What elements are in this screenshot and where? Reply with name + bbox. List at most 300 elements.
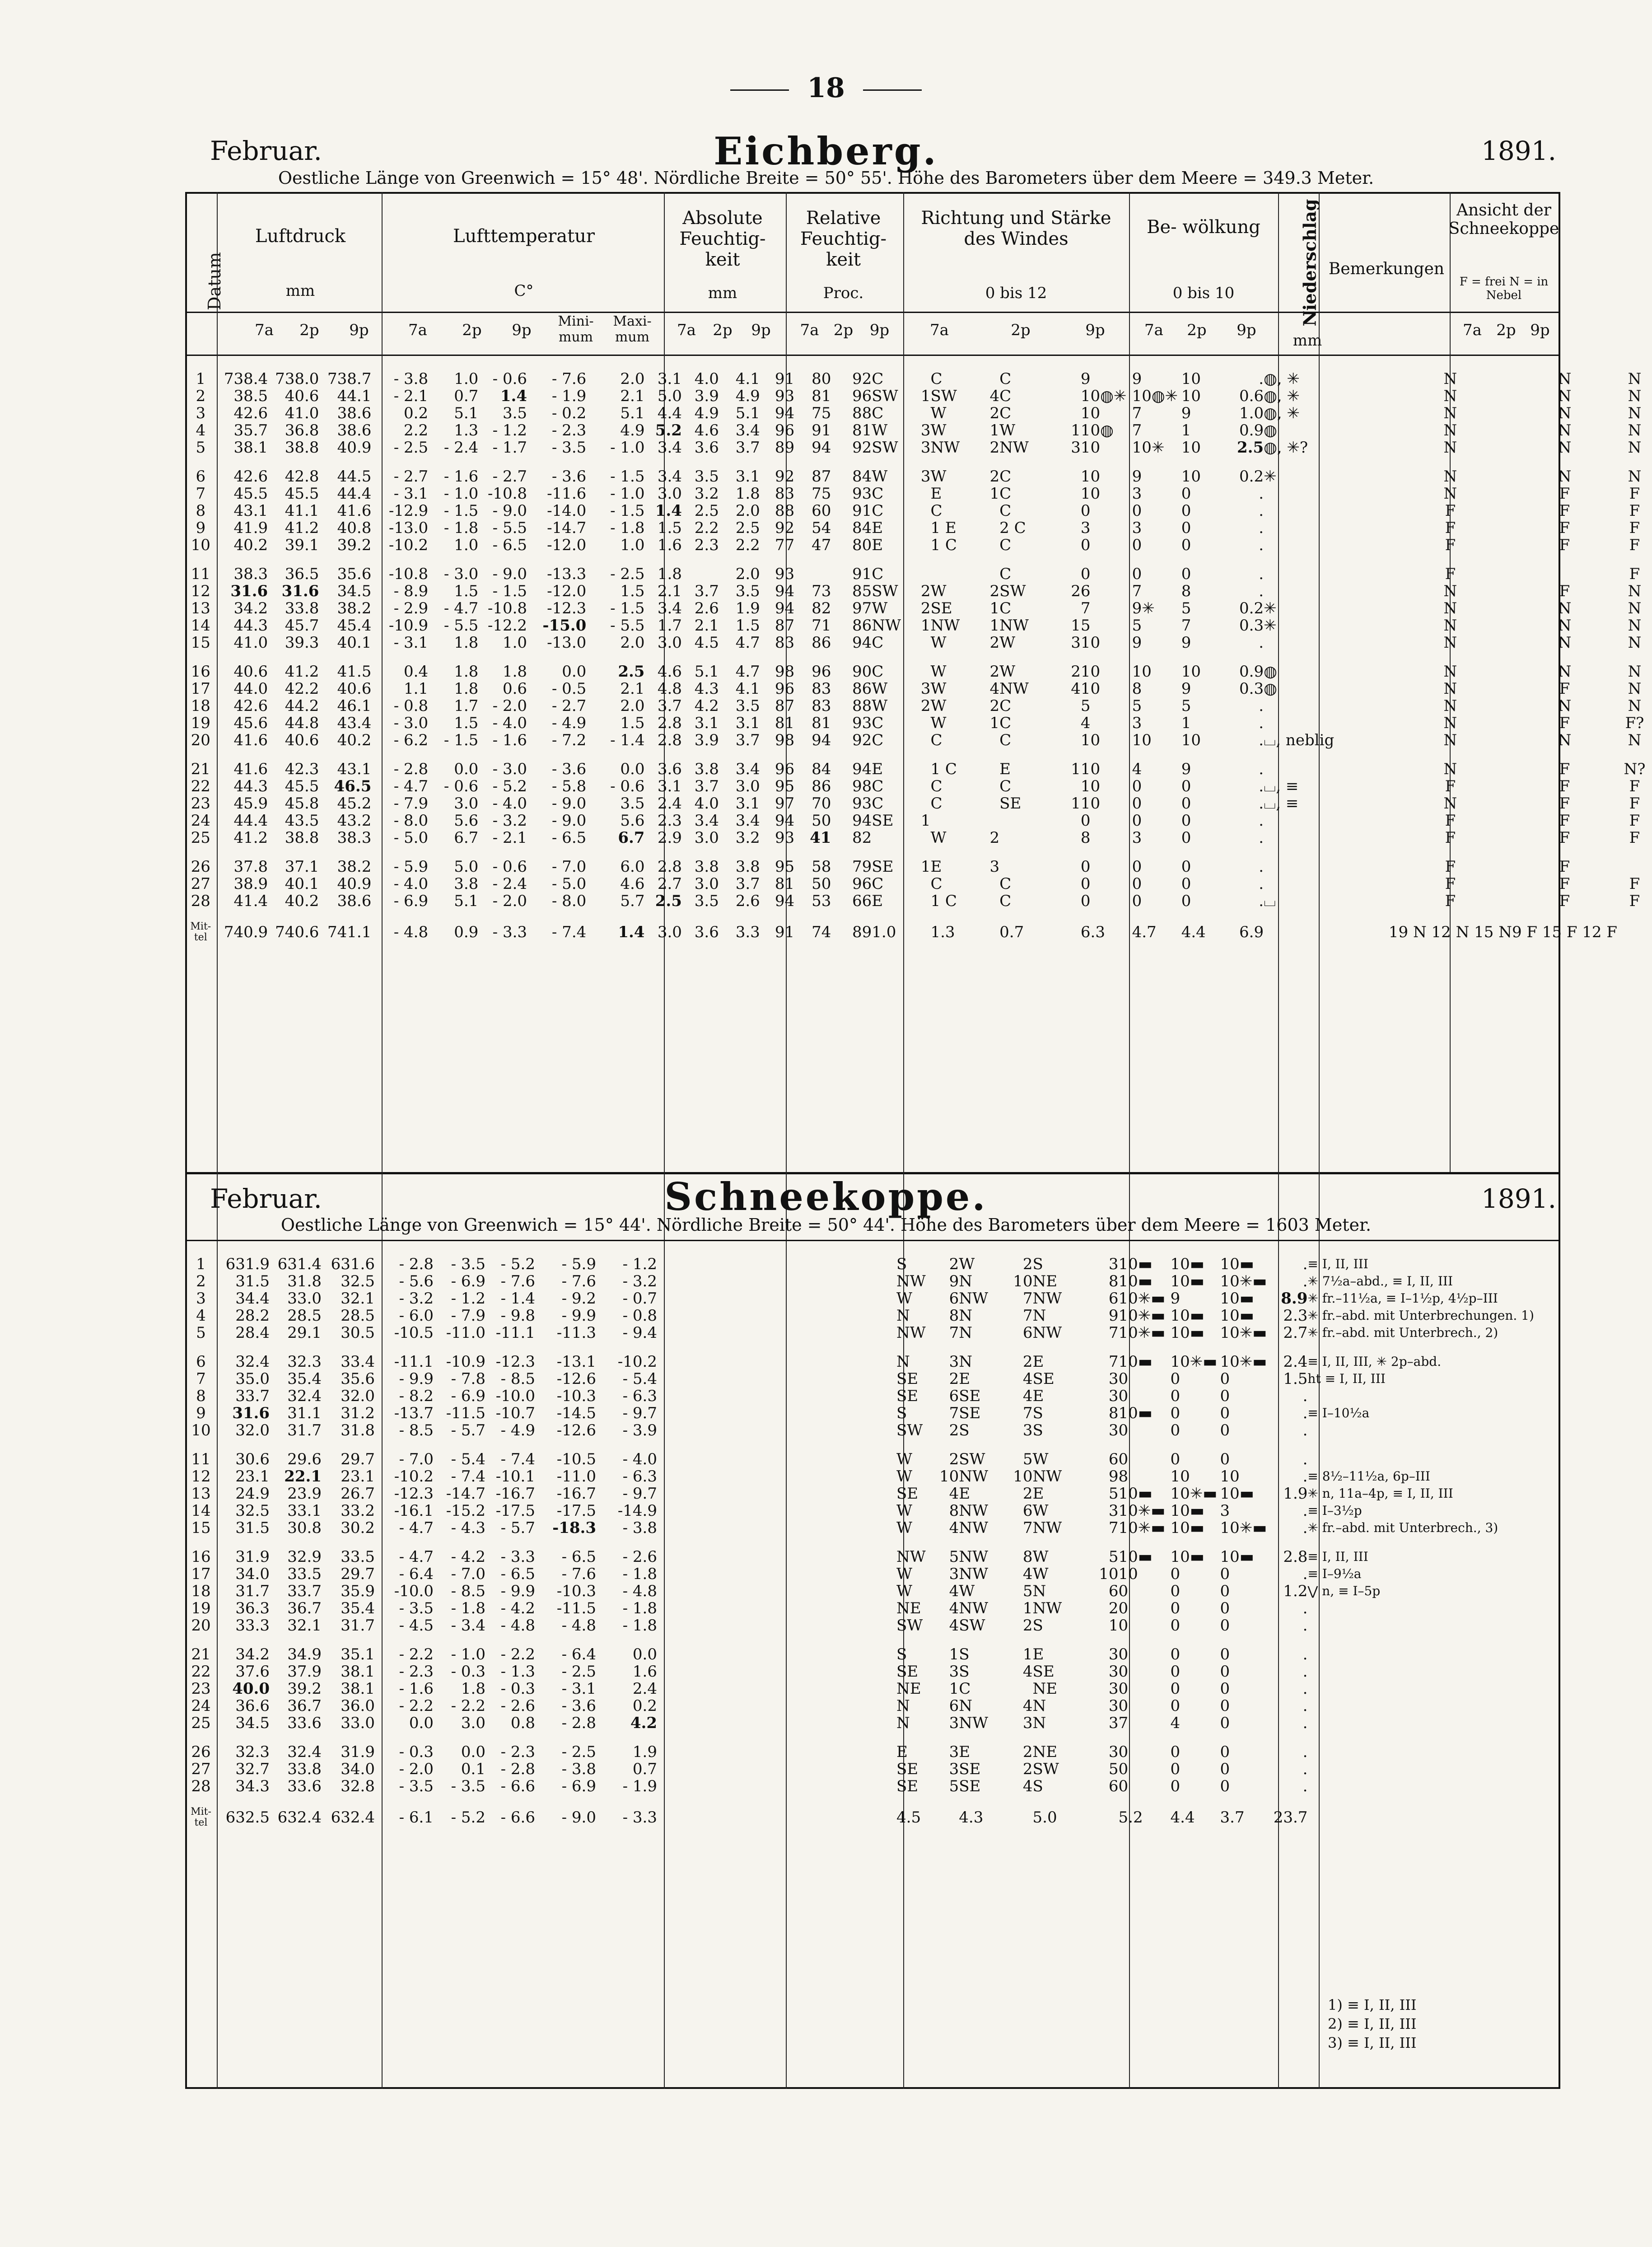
eichberg-cell-tmax: 2.0 — [620, 697, 645, 715]
eichberg-cell-datum: 25 — [191, 829, 210, 847]
schneekoppe-cell-b7: 10▬ — [1118, 1548, 1153, 1566]
eichberg-cell-s2: 1 — [989, 485, 1000, 503]
eichberg-cell-p7: 41.6 — [233, 731, 268, 749]
table-row — [187, 1370, 1542, 1387]
eichberg-cell-b9: 10 — [1181, 439, 1201, 457]
eichberg-cell-t7: -10.8 — [388, 565, 429, 583]
eichberg-cell-w7: C — [872, 777, 884, 795]
eichberg-cell-t2: - 1.8 — [443, 519, 479, 537]
schneekoppe-cell-datum: 23 — [191, 1680, 211, 1698]
eichberg-cell-datum: 10 — [191, 536, 210, 554]
eichberg-cell-b9: 0 — [1181, 812, 1191, 830]
schneekoppe-cell-tmin: - 5.9 — [561, 1255, 596, 1273]
eichberg-cell-s2: F — [1559, 829, 1570, 847]
eichberg-cell-b2: 9 — [1132, 634, 1142, 652]
eichberg-cell-bemerk: ◍, ✳ — [1264, 404, 1300, 422]
schneekoppe-cell-tmax: -10.2 — [617, 1353, 657, 1371]
schneekoppe-cell-t7: - 7.0 — [399, 1450, 434, 1468]
schneekoppe-cell-w2: N — [959, 1324, 973, 1342]
schneekoppe-cell-bemerk: ✳ fr.–abd. mit Unterbrechungen. 1) — [1307, 1308, 1534, 1323]
eichberg-cell-r2: 81 — [812, 387, 831, 405]
eichberg-cell-r9: 91 — [852, 502, 872, 520]
eichberg-cell-tmin: - 2.3 — [551, 421, 587, 439]
schneekoppe-cell-w7: N — [896, 1307, 910, 1325]
eichberg-cell-r2: 54 — [812, 519, 831, 537]
header-datum: Datum — [205, 252, 224, 310]
schneekoppe-cell-t7: -13.7 — [394, 1404, 434, 1422]
eichberg-cell-p7: 45.5 — [233, 485, 268, 503]
table-row — [187, 1778, 1542, 1795]
eichberg-cell-a9: 3.8 — [735, 858, 760, 876]
schneekoppe-cell-b2: 4.4 — [1170, 1808, 1195, 1827]
schneekoppe-cell-t7: - 8.2 — [399, 1387, 434, 1405]
eichberg-cell-s9 — [1055, 921, 1081, 943]
eichberg-cell-t9: - 3.3 — [492, 923, 527, 941]
eichberg-cell-r2: 80 — [812, 370, 831, 388]
header-niederschlag-unit: mm — [1293, 332, 1322, 350]
table-row — [187, 812, 1652, 829]
schneekoppe-cell-w7: S — [896, 1255, 907, 1273]
row-gap-cell — [187, 749, 1652, 761]
schneekoppe-cell-p7: 36.6 — [235, 1697, 270, 1715]
schneekoppe-cell-p2: 33.0 — [287, 1289, 322, 1308]
table-row — [187, 405, 1652, 422]
eichberg-cell-p9: 46.5 — [334, 777, 372, 795]
eichberg-cell-s7: F — [1445, 829, 1456, 847]
eichberg-cell-tmax: 2.1 — [620, 387, 645, 405]
eichberg-cell-p2: 38.8 — [285, 439, 319, 457]
eichberg-cell-b9: 0 — [1181, 858, 1191, 876]
schneekoppe-cell-w9: NE — [1032, 1743, 1058, 1761]
schneekoppe-cell-datum: 6 — [196, 1353, 206, 1371]
table-row — [187, 1353, 1542, 1370]
hdr-9p-a: 9p — [751, 321, 771, 339]
eichberg-cell-b2: 3 — [1132, 485, 1142, 503]
eichberg-cell-bemerk: ◍ — [1264, 421, 1277, 439]
schneekoppe-cell-tmin: -10.3 — [556, 1582, 596, 1600]
eichberg-cell-datum: 1 — [196, 370, 206, 388]
eichberg-cell-p9: 44.1 — [337, 387, 372, 405]
eichberg-cell-s2: 2 — [989, 439, 1000, 457]
schneekoppe-cell-b2: 0 — [1170, 1387, 1181, 1405]
eichberg-cell-a9: 2.2 — [735, 536, 760, 554]
eichberg-cell-w7: SE — [872, 812, 894, 830]
eichberg-cell-w7: SW — [872, 439, 898, 457]
eichberg-cell-t9: - 2.0 — [492, 697, 527, 715]
schneekoppe-cell-datum: 4 — [196, 1307, 206, 1325]
eichberg-cell-b2: 10✳ — [1132, 439, 1165, 457]
schneekoppe-cell-b9: 0 — [1220, 1565, 1230, 1583]
eichberg-cell-s7 — [913, 921, 930, 943]
eichberg-cell-p7: 41.4 — [233, 892, 268, 910]
schneekoppe-cell-s7: 3 — [949, 1565, 959, 1583]
eichberg-cell-bemerk — [1264, 829, 1389, 846]
schneekoppe-cell-b2: 0 — [1170, 1565, 1181, 1583]
eichberg-cell-a9: 4.9 — [735, 387, 760, 405]
eichberg-cell-w7: C — [872, 634, 884, 652]
schneekoppe-cell-b2: 10▬ — [1170, 1307, 1204, 1325]
eichberg-cell-r2: 41 — [810, 829, 831, 847]
eichberg-cell-w7: SW — [872, 387, 898, 405]
eichberg-cell-nied: 0.2 — [1239, 467, 1264, 486]
schneekoppe-cell-w9: N — [1032, 1714, 1046, 1732]
eichberg-cell-s2: N — [1558, 731, 1572, 749]
eichberg-cell-s9: 2 — [1071, 663, 1081, 681]
eichberg-cell-b2: 4.7 — [1132, 923, 1157, 941]
eichberg-cell-s7 — [913, 778, 930, 795]
eichberg-cell-datum: 2 — [196, 387, 206, 405]
eichberg-cell-b9: 10 — [1181, 370, 1201, 388]
schneekoppe-cell-p2: 31.1 — [287, 1404, 322, 1422]
schneekoppe-cell-s2: 7 — [1022, 1519, 1033, 1537]
schneekoppe-cell-bemerk — [1307, 1663, 1542, 1680]
eichberg-cell-tmin: - 1.9 — [551, 387, 587, 405]
table-row — [187, 795, 1652, 812]
eichberg-cell-t7: - 2.9 — [393, 599, 429, 617]
eichberg-cell-tmax: 6.0 — [620, 858, 645, 876]
eichberg-cell-w9: C — [999, 892, 1012, 910]
schneekoppe-cell-tmin: - 9.2 — [561, 1289, 596, 1308]
eichberg-cell-r2: 71 — [812, 617, 831, 635]
table-row — [187, 697, 1652, 715]
eichberg-cell-datum: Mit- tel — [190, 921, 211, 943]
schneekoppe-cell-blank1 — [657, 1422, 896, 1439]
table-row — [187, 1273, 1542, 1290]
eichberg-cell-t7: - 5.9 — [393, 858, 429, 876]
schneekoppe-cell-nied: . — [1302, 1255, 1308, 1273]
eichberg-cell-r7: 87 — [775, 617, 795, 635]
schneekoppe-cell-b2: 0 — [1170, 1760, 1181, 1778]
schneekoppe-cell-b2: 0 — [1170, 1645, 1181, 1663]
schneekoppe-cell-p9: 32.0 — [341, 1387, 375, 1405]
eichberg-cell-s2 — [982, 812, 999, 829]
schneekoppe-cell-w7: W — [896, 1582, 912, 1600]
eichberg-cell-t7: - 3.8 — [393, 370, 429, 388]
row-gap-cell — [187, 910, 1652, 921]
schneekoppe-cell-p7: 23.1 — [235, 1467, 270, 1486]
eichberg-cell-r7: 96 — [775, 680, 795, 698]
schneekoppe-cell-blank1 — [657, 1273, 896, 1290]
schneekoppe-cell-b2: 10▬ — [1170, 1519, 1204, 1537]
eichberg-cell-b7: 10 — [1080, 731, 1101, 749]
hdr-7a-t: 7a — [408, 321, 427, 339]
eichberg-cell-p2: 45.7 — [285, 617, 319, 635]
schneekoppe-cell-p2: 33.8 — [287, 1760, 322, 1778]
eichberg-cell-p9: 38.3 — [337, 829, 372, 847]
schneekoppe-cell-datum: 24 — [191, 1697, 211, 1715]
schneekoppe-cell-blank1 — [657, 1646, 896, 1663]
eichberg-cell-bemerk: ✳ — [1264, 467, 1277, 486]
schneekoppe-cell-tmax: 0.7 — [632, 1760, 657, 1778]
schneekoppe-cell-b7: 5.2 — [1118, 1808, 1143, 1827]
eichberg-cell-b2: 0 — [1132, 812, 1142, 830]
eichberg-cell-r7: 93 — [775, 829, 795, 847]
schneekoppe-cell-bemerk: ≡ I, II, III — [1307, 1257, 1368, 1271]
schneekoppe-cell-t7: - 6.1 — [399, 1808, 434, 1827]
schneekoppe-cell-s7: 7 — [949, 1324, 959, 1342]
eichberg-cell-t7: - 6.9 — [393, 892, 429, 910]
schneekoppe-cell-t2: 3.0 — [461, 1714, 485, 1732]
schneekoppe-cell-tmax: 1.6 — [632, 1663, 657, 1681]
eichberg-cell-s7: 2 — [920, 582, 931, 600]
eichberg-cell-w9: 2 C — [999, 519, 1026, 537]
table-row — [187, 468, 1652, 485]
schneekoppe-cell-b2: 0 — [1170, 1697, 1181, 1715]
eichberg-cell-t9: - 9.0 — [492, 565, 527, 583]
schneekoppe-cell-w9: E — [1032, 1353, 1044, 1371]
eichberg-cell-t2: 1.5 — [454, 582, 479, 600]
schneekoppe-cell-s7: 2 — [949, 1421, 959, 1439]
schneekoppe-cell-tmin: - 4.8 — [561, 1616, 596, 1635]
schneekoppe-cell-tmin: -10.5 — [556, 1450, 596, 1468]
eichberg-cell-r2 — [794, 565, 831, 583]
eichberg-cell-tmax: - 1.5 — [610, 467, 645, 486]
schneekoppe-cell-blank1 — [657, 1324, 896, 1341]
eichberg-cell-tmin: -14.0 — [547, 502, 587, 520]
schneekoppe-cell-blank1 — [657, 1583, 896, 1600]
schneekoppe-cell-s7: 6 — [949, 1697, 959, 1715]
eichberg-cell-s9: N — [1628, 467, 1642, 486]
eichberg-cell-nied: 1.0 — [1239, 404, 1264, 422]
eichberg-cell-a7: 2.8 — [657, 714, 682, 732]
eichberg-cell-r9: 85 — [852, 582, 872, 600]
row-gap — [187, 1341, 1542, 1353]
eichberg-cell-s9: 4 — [1071, 680, 1081, 698]
eichberg-cell-tmin: - 9.0 — [551, 812, 587, 830]
schneekoppe-cell-s2: 10 — [1013, 1272, 1033, 1290]
schneekoppe-cell-b9: 10▬ — [1220, 1307, 1254, 1325]
schneekoppe-cell-blank1 — [657, 1807, 896, 1828]
schneekoppe-cell-b2: 10✳▬ — [1170, 1485, 1218, 1503]
schneekoppe-cell-tmin: - 9.0 — [561, 1808, 596, 1827]
schneekoppe-cell-s7: 6 — [949, 1387, 959, 1405]
schneekoppe-cell-w2: NW — [959, 1502, 988, 1520]
schneekoppe-cell-p7: 34.2 — [235, 1645, 270, 1663]
schneekoppe-cell-tmin: - 3.8 — [561, 1760, 596, 1778]
eichberg-cell-tmax: 2.5 — [618, 663, 645, 681]
eichberg-cell-s7 — [913, 663, 930, 680]
eichberg-cell-b2: 5 — [1132, 617, 1142, 635]
schneekoppe-cell-b2: 9 — [1170, 1289, 1181, 1308]
eichberg-cell-tmax: 4.6 — [620, 875, 645, 893]
schneekoppe-cell-t7: - 1.6 — [399, 1680, 434, 1698]
schneekoppe-cell-b7: 0 — [1118, 1760, 1129, 1778]
schneekoppe-cell-s9: 3 — [1108, 1387, 1119, 1405]
eichberg-cell-t2: - 0.6 — [443, 777, 479, 795]
row-gap-cell — [187, 456, 1652, 468]
row-gap-cell — [187, 1795, 1542, 1807]
schneekoppe-cell-bemerk — [1307, 1600, 1542, 1617]
schneekoppe-cell-p2: 32.4 — [287, 1743, 322, 1761]
schneekoppe-cell-s9: 3 — [1108, 1370, 1119, 1388]
eichberg-cell-t9: 1.4 — [500, 387, 527, 405]
eichberg-cell-b7: 9 — [1080, 370, 1091, 388]
schneekoppe-cell-tmin: -13.1 — [556, 1353, 596, 1371]
schneekoppe-cell-nied: . — [1302, 1697, 1308, 1715]
eichberg-cell-b2: 7 — [1132, 404, 1142, 422]
eichberg-cell-tmin: - 3.5 — [551, 439, 587, 457]
schneekoppe-cell-p7: 32.3 — [235, 1743, 270, 1761]
eichberg-cell-s9: 1 — [1071, 760, 1081, 778]
eichberg-cell-b7: 0 — [1080, 812, 1091, 830]
schneekoppe-cell-s2 — [1013, 1680, 1032, 1697]
eichberg-cell-nied: 0.2 — [1239, 599, 1264, 617]
schneekoppe-cell-w2: E — [959, 1743, 971, 1761]
eichberg-cell-tmax: - 2.5 — [610, 565, 645, 583]
schneekoppe-cell-b9: 3.7 — [1220, 1808, 1245, 1827]
eichberg-cell-w7: W — [872, 421, 888, 439]
schneekoppe-cell-b2: 0 — [1170, 1599, 1181, 1617]
eichberg-cell-s2: F — [1559, 519, 1570, 537]
schneekoppe-cell-b9: 0 — [1220, 1743, 1230, 1761]
eichberg-cell-s9 — [1055, 778, 1081, 795]
schneekoppe-cell-s2: 4 — [1022, 1663, 1033, 1681]
schneekoppe-cell-w7: S — [896, 1404, 907, 1422]
schneekoppe-cell-w9: NW — [1032, 1467, 1062, 1486]
schneekoppe-cell-w7: SE — [896, 1370, 919, 1388]
schneekoppe-cell-t7: - 9.9 — [399, 1370, 434, 1388]
eichberg-cell-bemerk — [1264, 519, 1389, 537]
eichberg-cell-r7: 96 — [775, 760, 795, 778]
hdr-2p-s: 2p — [1496, 321, 1516, 339]
schneekoppe-cell-t9: - 6.5 — [500, 1565, 535, 1583]
eichberg-cell-r9: 86 — [852, 680, 872, 698]
schneekoppe-cell-tmax: - 2.6 — [622, 1548, 657, 1566]
eichberg-cell-tmin: - 7.0 — [551, 858, 587, 876]
eichberg-cell-r7: 87 — [775, 697, 795, 715]
eichberg-cell-b9: 9 — [1181, 680, 1191, 698]
eichberg-cell-datum: 18 — [191, 697, 210, 715]
schneekoppe-cell-s7: 10 — [939, 1467, 959, 1486]
schneekoppe-cell-bemerk: ✳ fr.–11½a, ≡ I–1½p, 4½p–III — [1307, 1291, 1498, 1306]
eichberg-cell-datum: 24 — [191, 812, 210, 830]
header-lufttemperatur-unit: C° — [514, 282, 534, 300]
schneekoppe-cell-b9: 10▬ — [1220, 1485, 1254, 1503]
schneekoppe-cell-w9: S — [1032, 1255, 1043, 1273]
eichberg-cell-tmax: 0.0 — [620, 760, 645, 778]
schneekoppe-cell-s9: 3 — [1108, 1502, 1119, 1520]
schneekoppe-cell-p9: 32.8 — [341, 1777, 375, 1795]
eichberg-cell-s9: 2 — [1071, 582, 1081, 600]
eichberg-cell-s7: N — [1443, 760, 1457, 778]
schneekoppe-cell-w2: NW — [959, 1565, 988, 1583]
schneekoppe-cell-b2: 0 — [1170, 1421, 1181, 1439]
eichberg-cell-s9 — [1055, 468, 1081, 485]
eichberg-cell-tmin: -12.0 — [547, 582, 587, 600]
schneekoppe-cell-tmin: - 2.8 — [561, 1714, 596, 1732]
schneekoppe-cell-b9: 10✳▬ — [1220, 1272, 1267, 1290]
schneekoppe-cell-datum: 26 — [191, 1743, 211, 1761]
schneekoppe-cell-bemerk — [1307, 1714, 1542, 1732]
eichberg-cell-p2: 31.6 — [281, 582, 319, 600]
schneekoppe-cell-b9: 0 — [1220, 1697, 1230, 1715]
eichberg-cell-t2: 6.7 — [454, 829, 479, 847]
schneekoppe-cell-bemerk: ⋁ n, ≡ I–5p — [1307, 1584, 1381, 1598]
eichberg-cell-a9: 3.7 — [735, 439, 760, 457]
schneekoppe-cell-t2: - 1.2 — [451, 1289, 485, 1308]
schneekoppe-cell-p7: 632.5 — [225, 1808, 270, 1827]
eichberg-cell-b7: 6.3 — [1080, 923, 1105, 941]
eichberg-cell-tmax: 1.4 — [618, 923, 645, 941]
eichberg-cell-t2: - 5.5 — [443, 617, 479, 635]
eichberg-cell-w2: 1.3 — [930, 923, 955, 941]
eichberg-cell-p7: 740.9 — [224, 923, 268, 941]
eichberg-cell-a2: 5.1 — [694, 663, 719, 681]
eichberg-cell-p7: 45.9 — [233, 794, 268, 813]
eichberg-cell-a2: 2.2 — [694, 519, 719, 537]
table-row — [187, 439, 1652, 456]
schneekoppe-cell-p2: 36.7 — [287, 1697, 322, 1715]
table-row — [187, 761, 1652, 778]
row-gap — [187, 1439, 1542, 1451]
eichberg-cell-w7: W — [872, 467, 888, 486]
schneekoppe-cell-t9: -17.5 — [495, 1502, 535, 1520]
eichberg-cell-s2: 2 — [989, 634, 1000, 652]
schneekoppe-cell-tmax: - 3.2 — [622, 1272, 657, 1290]
schneekoppe-cell-t7: - 5.6 — [399, 1272, 434, 1290]
schneekoppe-cell-t9: - 1.4 — [500, 1289, 535, 1308]
eichberg-cell-p9: 39.2 — [337, 536, 372, 554]
schneekoppe-cell-s9: 6 — [1108, 1582, 1119, 1600]
eichberg-cell-t7: 0.2 — [404, 404, 429, 422]
eichberg-cell-s9: 3 — [1071, 634, 1081, 652]
eichberg-cell-s9: F — [1629, 502, 1640, 520]
eichberg-cell-w9 — [999, 858, 1055, 875]
schneekoppe-cell-nied: 2.3 — [1283, 1307, 1308, 1325]
schneekoppe-cell-p7: 24.9 — [235, 1485, 270, 1503]
hdr-minimum: Mini- mum — [558, 313, 594, 345]
eichberg-cell-t9: - 4.0 — [492, 794, 527, 813]
eichberg-cell-s2: N — [1558, 387, 1572, 405]
schneekoppe-cell-p7: 36.3 — [235, 1599, 270, 1617]
eichberg-cell-t2: - 1.5 — [443, 502, 479, 520]
eichberg-cell-w7: C — [872, 485, 884, 503]
hdr-7a-p: 7a — [255, 321, 274, 339]
schneekoppe-cell-b7: 0 — [1118, 1387, 1129, 1405]
eichberg-cell-r9: 92 — [852, 731, 872, 749]
schneekoppe-cell-s7: 4 — [949, 1485, 959, 1503]
eichberg-cell-a7: 2.1 — [657, 582, 682, 600]
schneekoppe-cell-b2: 10 — [1170, 1467, 1190, 1486]
schneekoppe-cell-p7: 34.4 — [235, 1289, 270, 1308]
schneekoppe-cell-p2: 33.7 — [287, 1582, 322, 1600]
eichberg-cell-a2: 3.6 — [694, 439, 719, 457]
eichberg-cell-s9 — [1055, 405, 1081, 422]
eichberg-cell-w9: C — [999, 565, 1012, 583]
schneekoppe-cell-t9: - 2.6 — [500, 1697, 535, 1715]
eichberg-cell-r2: 86 — [812, 634, 831, 652]
eichberg-cell-bemerk: ◍ — [1264, 663, 1277, 681]
eichberg-cell-bemerk — [1264, 761, 1389, 778]
eichberg-cell-a7: 4.6 — [657, 663, 682, 681]
eichberg-cell-r7: 94 — [775, 582, 795, 600]
eichberg-cell-bemerk — [1264, 502, 1389, 519]
schneekoppe-cell-bemerk: ≡ I–9½a — [1307, 1566, 1362, 1581]
schneekoppe-cell-s9: 3 — [1108, 1663, 1119, 1681]
eichberg-cell-datum: 20 — [191, 731, 210, 749]
eichberg-cell-b7: 10 — [1080, 777, 1101, 795]
eichberg-cell-t2: 1.0 — [454, 370, 479, 388]
eichberg-cell-p2: 40.6 — [285, 387, 319, 405]
eichberg-cell-p2: 36.8 — [285, 421, 319, 439]
table-row — [187, 565, 1652, 583]
eichberg-cell-r9: 86 — [852, 617, 872, 635]
schneekoppe-cell-s9: 1 — [1108, 1616, 1119, 1635]
eichberg-cell-b7: 10 — [1080, 634, 1101, 652]
eichberg-subtitle: Oestliche Länge von Greenwich = 15° 48'. Nördliche Breite = 50° 55'. Höhe des Barometers über dem Meere = 349.3 Meter. — [278, 168, 1374, 188]
schneekoppe-cell-s2: 1 — [1022, 1599, 1033, 1617]
table-row — [187, 680, 1652, 697]
